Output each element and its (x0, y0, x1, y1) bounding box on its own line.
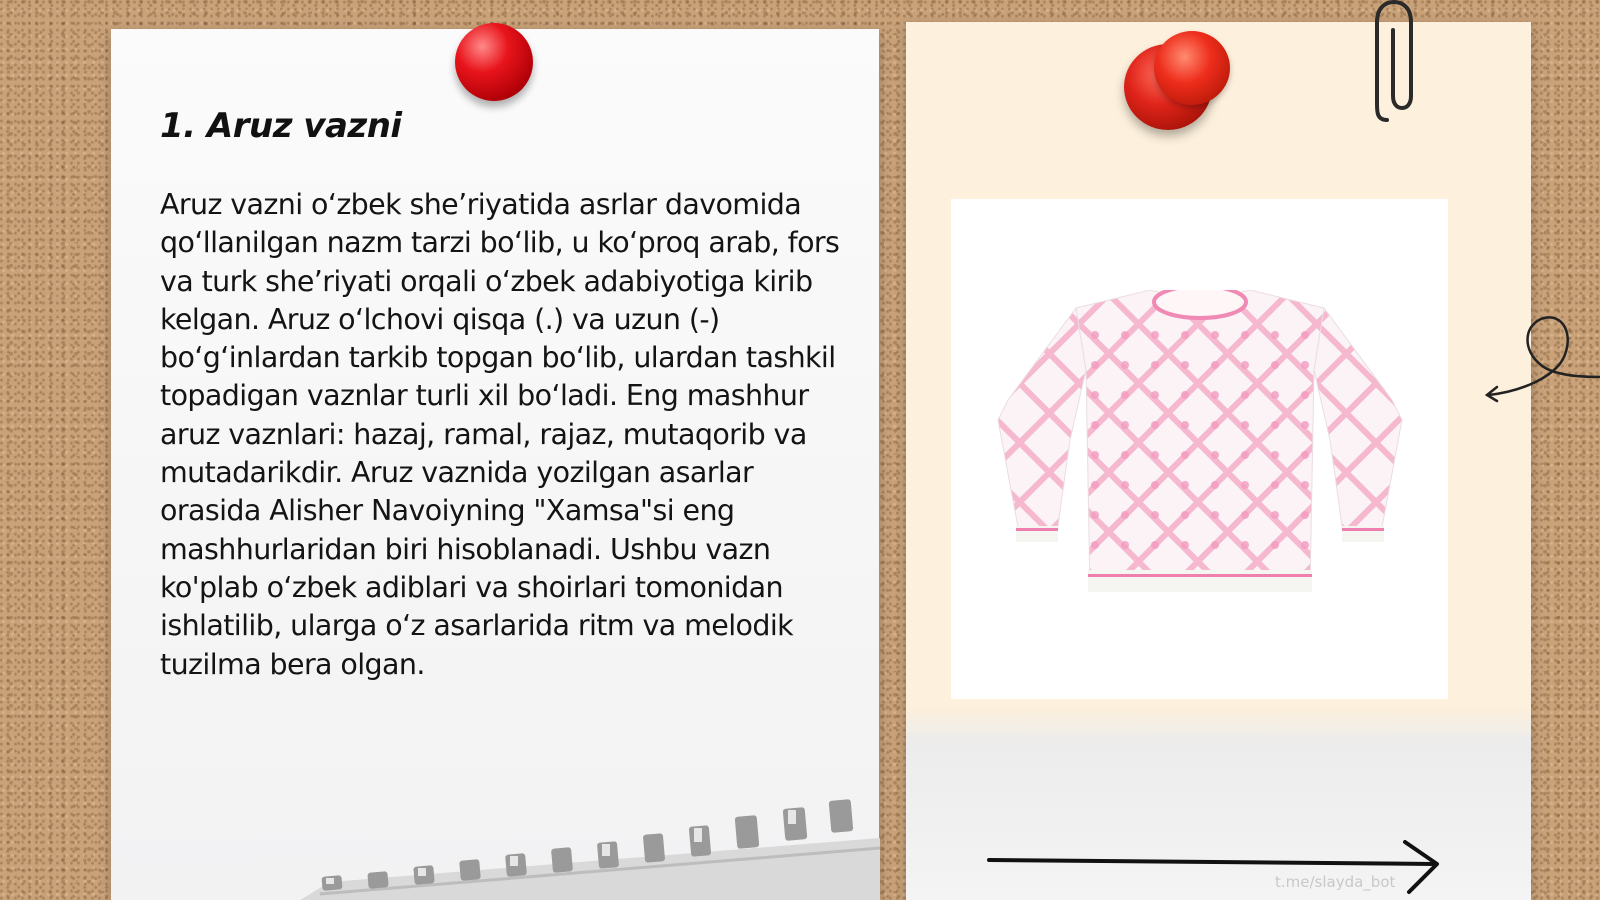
slide-body-text: Aruz vazni o‘zbek she’riyatida asrlar davomida qo‘llanilgan nazm tarzi bo‘lib, u ko‘proq arab, fors va turk she’riyati orqali o‘zbek adabiyotiga kirib kelgan. Aruz o‘lchovi qisqa (.) va uzun (-) bo‘g‘inlardan tarkib topgan bo‘lib, ulardan tashkil topadigan vaznlar turli xil bo‘ladi. Eng mashhur aruz vaznlari: hazaj, ramal, rajaz, mutaqorib va mutadarikdir. Aruz vaznida yozilgan asarlar orasida Alisher Navoiyning "Xamsa"si eng mashhurlaridan biri hisoblanadi. Ushbu vazn ko'plab o‘zbek adiblari va shoirlari tomonidan ishlatilib, ularga o‘z asarlarida ritm va melodik tuzilma bera olgan. (160, 188, 840, 681)
pushpin-icon (1154, 31, 1230, 105)
watermark-text: t.me/slayda_bot (1275, 873, 1396, 891)
torn-spiral-edge (300, 790, 880, 900)
pushpin-icon (455, 23, 533, 101)
paperclip-icon (1373, 0, 1415, 124)
sweater-image (990, 290, 1410, 610)
scribble-arrow-icon (1483, 315, 1600, 405)
slide-title: 1. Aruz vazni (160, 106, 402, 146)
